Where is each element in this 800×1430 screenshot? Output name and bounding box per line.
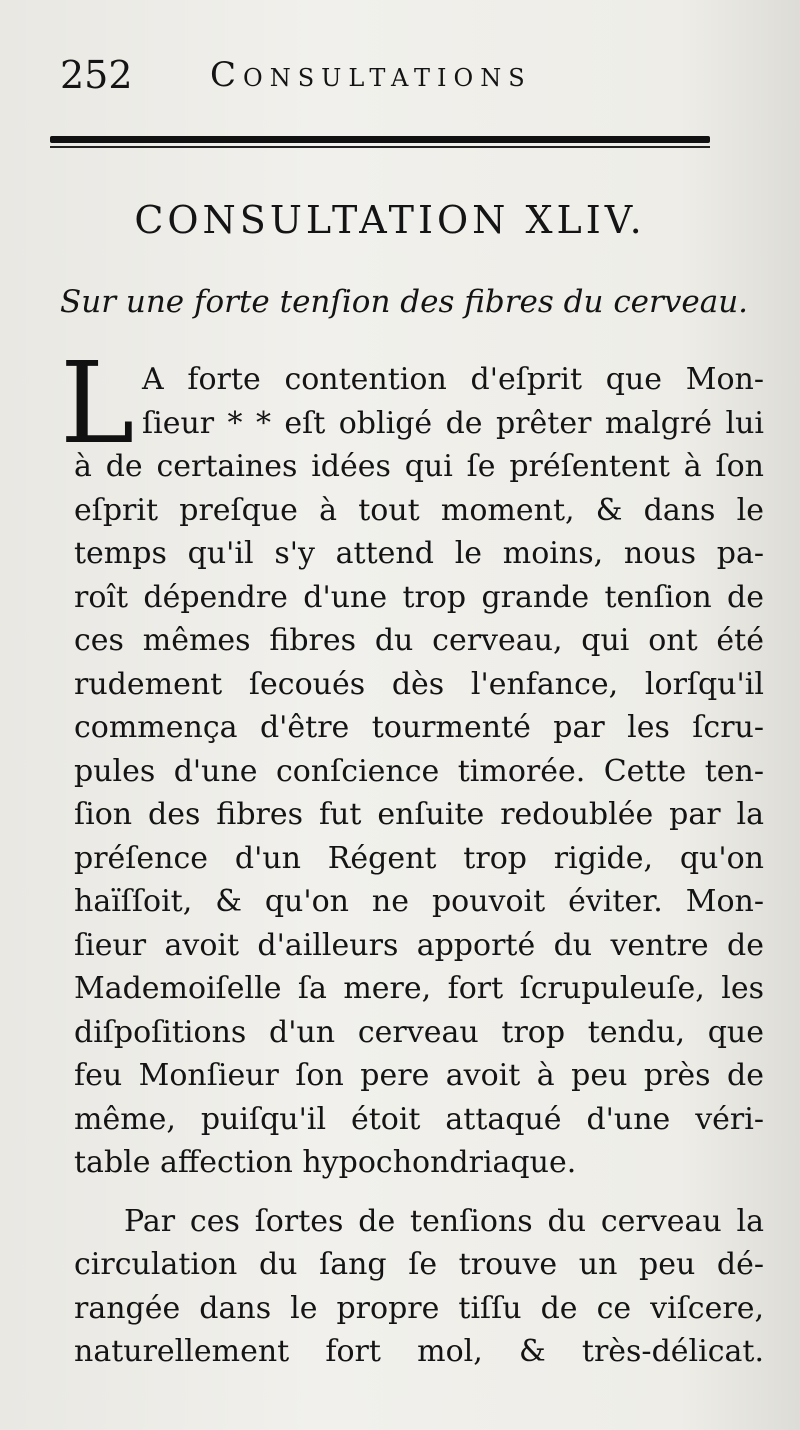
header-rule: [50, 136, 710, 150]
text-line: haïſſoit, & qu'on ne pouvoit éviter. Mon-: [74, 884, 764, 919]
text-line: roît dépendre d'une trop grande tenſion de: [74, 579, 764, 615]
text-line: commença d'être tourmenté par les ſcru-: [74, 710, 764, 745]
text-line: temps qu'il s'y attend le moins, nous pa-: [74, 536, 764, 571]
text-line: eſprit preſque à tout moment, & dans le: [74, 492, 764, 528]
running-title: Consultations: [210, 55, 532, 95]
text-line: rudement ſecoués dès l'enfance, lorſqu'il: [74, 666, 764, 702]
header-rule-thick: [50, 136, 710, 143]
text-line: rangée dans le propre tiſſu de ce viſcere,: [74, 1290, 764, 1326]
text-line: naturellement fort mol, & très-délicat.: [74, 1334, 764, 1369]
text-line: Par ces ſortes de tenſions du cerveau la: [124, 1203, 764, 1239]
text-line: A forte contention d'eſprit que Mon-: [142, 362, 764, 397]
chapter-heading: CONSULTATION XLIV.: [134, 198, 646, 242]
text-line: circulation du ſang ſe trouve un peu dé-: [74, 1247, 764, 1282]
text-line: même, puiſqu'il étoit attaqué d'une véri-: [74, 1101, 764, 1137]
page-number: 252: [60, 53, 133, 97]
paragraph-2: [74, 1200, 764, 1374]
running-head: [60, 50, 720, 100]
text-line: ſion des fibres fut enſuite redoublée par la: [74, 797, 764, 832]
chapter-subtitle: Sur une forte tenſion des fibres du cerveau.: [60, 284, 749, 320]
text-line: table affection hypochondriaque.: [74, 1145, 577, 1180]
text-line: préſence d'un Régent trop rigide, qu'on: [74, 840, 764, 876]
text-line: Mademoiſelle ſa mere, fort ſcrupuleuſe, les: [74, 971, 764, 1006]
text-line: ſieur * * eſt obligé de prêter malgré lui: [142, 405, 764, 441]
text-line: pules d'une conſcience timorée. Cette ten-: [74, 753, 764, 789]
paragraph-1: [74, 358, 764, 1185]
text-line: à de certaines idées qui ſe préſentent à ſon: [74, 449, 764, 484]
drop-cap: L: [60, 339, 135, 469]
header-rule-thin: [50, 146, 710, 148]
text-line: ſieur avoit d'ailleurs apporté du ventre de: [74, 927, 764, 963]
text-line: ces mêmes fibres du cerveau, qui ont été: [74, 623, 764, 658]
body-text: [74, 358, 764, 1374]
text-line: feu Monſieur ſon pere avoit à peu près de: [74, 1058, 764, 1093]
text-line: diſpoſitions d'un cerveau trop tendu, que: [74, 1014, 764, 1050]
